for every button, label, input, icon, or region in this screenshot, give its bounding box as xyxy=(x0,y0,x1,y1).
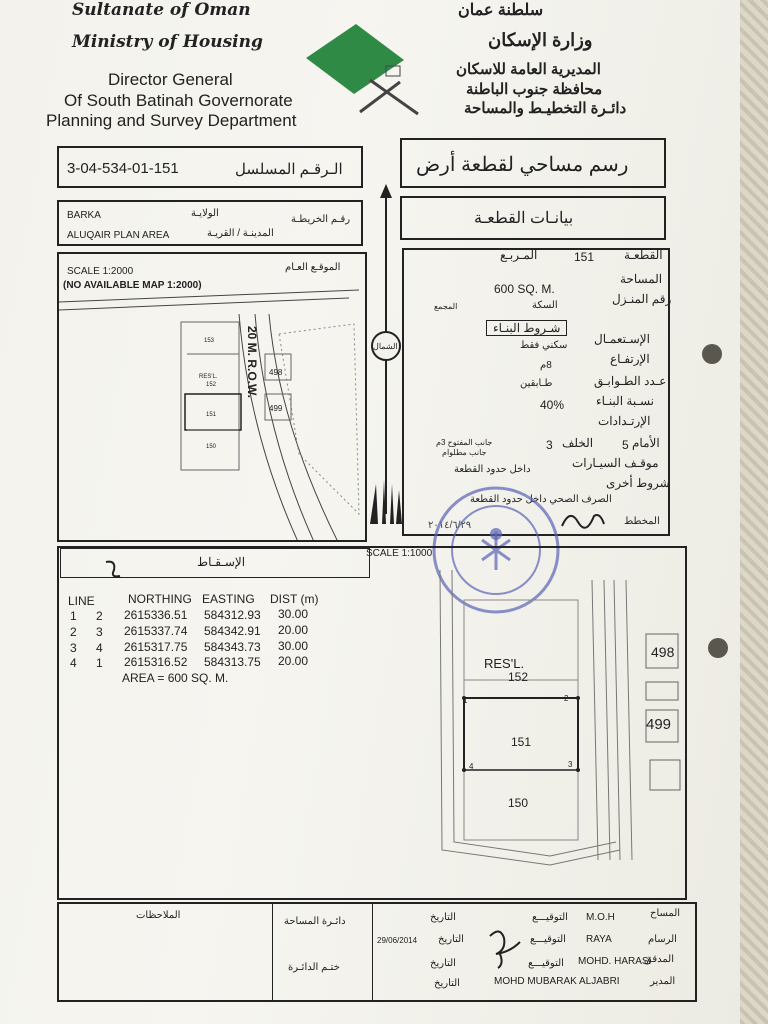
draftsman-sign: التوقيـــع xyxy=(530,934,566,945)
draftsman-role: الرسام xyxy=(648,934,677,945)
complex-label: المجمع xyxy=(434,302,458,311)
arabic-sultanate-calligraphy: سلطنة عمان xyxy=(458,2,544,19)
city-value: ALUQAIR PLAN AREA xyxy=(67,230,170,241)
director-date-label: التاريخ xyxy=(434,978,460,989)
site-plot-498: 498 xyxy=(269,368,283,377)
map-number-label: رقـم الخريطـة xyxy=(291,214,351,225)
plot-label: القطعـة xyxy=(624,248,663,262)
survey-dept-label: دائـرة المساحة xyxy=(284,916,346,927)
checker-role: المدقق xyxy=(644,954,674,965)
front-label: الأمام xyxy=(632,436,660,450)
row3-northing: 2615317.75 xyxy=(124,640,188,654)
floors-value: طـابقين xyxy=(520,378,553,389)
row-label: 20 M. R.O.W. xyxy=(245,326,259,399)
arabic-governorate: محافظة جنوب الباطنة xyxy=(466,81,603,98)
detailed-site-plan xyxy=(420,560,684,894)
row1-easting: 584312.93 xyxy=(204,608,261,622)
director-role: المدير xyxy=(650,976,676,987)
general-site-sketch xyxy=(59,254,367,542)
parking-label: موقـف السيـارات xyxy=(572,456,659,470)
row2-easting: 584342.91 xyxy=(204,624,261,638)
corner-4: 4 xyxy=(469,762,474,771)
dept-seal-label: ختـم الدائـرة xyxy=(288,962,340,973)
block-label: المـربـع xyxy=(500,248,538,262)
row3-dist: 30.00 xyxy=(278,639,309,653)
corner-2: 2 xyxy=(564,694,569,703)
plot-499-label: 499 xyxy=(646,716,672,733)
ratio-value: 40% xyxy=(540,398,565,412)
general-site-label: الموقـع العـام xyxy=(285,262,341,273)
no-map-note: (NO AVAILABLE MAP 1:2000) xyxy=(63,280,202,291)
row1-northing: 2615336.51 xyxy=(124,608,188,622)
area-label: المساحة xyxy=(620,272,663,286)
serial-number-label: الـرقـم المسلسل xyxy=(235,161,343,178)
general-site-box xyxy=(57,252,367,542)
parking-value: داخل حدود القطعة xyxy=(454,464,531,475)
col-easting: EASTING xyxy=(202,592,255,606)
notes-label: الملاحظات xyxy=(136,910,181,921)
row4-northing: 2615316.52 xyxy=(124,655,188,669)
row1-from: 1 xyxy=(70,609,77,623)
building-conditions-label: شـروط البنـاء xyxy=(486,320,567,336)
ratio-label: نسـبة البنـاء xyxy=(596,394,654,408)
use-value: سكني فقط xyxy=(520,340,568,351)
col-line: LINE xyxy=(68,594,95,608)
arabic-ministry: وزارة الإسكان xyxy=(488,30,593,50)
projection-initial xyxy=(104,558,126,580)
location-box xyxy=(57,200,363,246)
row4-dist: 20.00 xyxy=(278,654,309,668)
row2-northing: 2615337.74 xyxy=(124,624,188,638)
sultanate-title: Sultanate of Oman xyxy=(72,0,251,20)
background-fabric xyxy=(740,0,768,1024)
ministry-logo xyxy=(300,22,430,122)
row3-easting: 584343.73 xyxy=(204,640,261,654)
plot-150-label: 150 xyxy=(508,796,529,810)
checker-name: MOHD. HARASI xyxy=(578,956,652,967)
city-label: المدينـة / القريـة xyxy=(207,228,274,239)
row1-to: 2 xyxy=(96,609,103,623)
row1-dist: 30.00 xyxy=(278,607,309,621)
site-plot-150: 150 xyxy=(206,444,217,450)
row2-dist: 20.00 xyxy=(278,623,309,637)
checker-sign: التوقيـــع xyxy=(528,958,564,969)
footer-divider-2 xyxy=(372,904,373,1000)
surveyor-name: M.O.H xyxy=(586,912,615,923)
ministry-title: Ministry of Housing xyxy=(72,32,263,52)
plot-value: 151 xyxy=(574,250,595,264)
document-title-box xyxy=(400,138,666,188)
governorate-line: Of South Batinah Governorate xyxy=(64,91,293,110)
col-dist: DIST (m) xyxy=(270,592,319,606)
north-arrow-icon xyxy=(366,184,406,534)
plot-data-title-box xyxy=(400,196,666,240)
front-value: 5 xyxy=(622,438,629,452)
date-stamp-handwritten: ٢٠١٤/٦/٢٩ xyxy=(428,520,472,531)
floors-label: عـدد الطـوابـق xyxy=(594,374,667,388)
site-plot-152: 152 xyxy=(206,382,217,388)
surveyor-role: المساح xyxy=(650,908,681,919)
setbacks-label: الإرتـدادات xyxy=(598,414,651,428)
arabic-directorate: المديرية العامة للاسكان xyxy=(456,61,601,78)
projection-scale: SCALE 1:1000 xyxy=(366,548,433,559)
corner-1: 1 xyxy=(463,696,468,705)
col-northing: NORTHING xyxy=(128,592,192,606)
area-value: 600 SQ. M. xyxy=(494,282,555,296)
height-value: 8م xyxy=(540,360,552,371)
document-title: رسم مساحي لقطعة أرض xyxy=(416,154,629,176)
plot-151-label: 151 xyxy=(511,735,532,749)
use-label: الإسـتعمـال xyxy=(594,332,650,346)
site-plot-499: 499 xyxy=(269,404,283,413)
plot-res-label: RES'L. xyxy=(484,656,525,671)
punch-hole-bottom xyxy=(708,638,728,658)
side-open-setback: جانب المفتوح 3م xyxy=(436,438,493,447)
side-closed-setback: جانب مطلوام xyxy=(442,448,487,457)
house-label: رقم المنـزل xyxy=(612,292,672,306)
draftsman-date-label: التاريخ xyxy=(438,934,464,945)
draftsman-name: RAYA xyxy=(586,934,612,945)
corner-3: 3 xyxy=(568,760,573,769)
plot-data-title: بيانـات القطعـة xyxy=(474,210,574,227)
row3-from: 3 xyxy=(70,641,77,655)
draftsman-date: 29/06/2014 xyxy=(377,936,418,945)
row4-to: 1 xyxy=(96,656,103,670)
serial-number-box xyxy=(57,146,363,188)
row2-from: 2 xyxy=(70,625,77,639)
plot-498-label: 498 xyxy=(651,644,675,660)
row4-from: 4 xyxy=(70,656,77,670)
site-plot-151: 151 xyxy=(206,412,217,418)
director-general-line: Director General xyxy=(108,70,233,89)
surveyor-date-label: التاريخ xyxy=(430,912,456,923)
area-total: AREA = 600 SQ. M. xyxy=(122,671,229,685)
north-label: الشمال xyxy=(373,342,398,351)
row4-easting: 584313.75 xyxy=(204,655,261,669)
projection-label: الإسـقـاط xyxy=(197,555,246,569)
drainage-note: الصرف الصحي داخل حدود القطعة xyxy=(470,494,612,505)
arabic-department: دائـرة التخطيـط والمساحة xyxy=(464,100,627,117)
checker-date-label: التاريخ xyxy=(430,958,456,969)
surveyor-sign: التوقيـــع xyxy=(532,912,568,923)
site-plot-res: RES'L. xyxy=(199,374,218,380)
serial-number-value: 3-04-534-01-151 xyxy=(67,160,179,177)
street-label: السكة xyxy=(532,300,558,311)
footer-divider-1 xyxy=(272,904,273,1000)
director-name: MOHD MUBARAK ALJABRI xyxy=(494,976,620,987)
row3-to: 4 xyxy=(96,641,103,655)
height-label: الإرتفـاع xyxy=(610,352,650,366)
back-label: الخلف xyxy=(562,436,594,450)
department-line: Planning and Survey Department xyxy=(46,111,297,130)
wilayat-value: BARKA xyxy=(67,210,101,221)
planner-signature xyxy=(560,506,606,532)
row2-to: 3 xyxy=(96,625,103,639)
punch-hole-top xyxy=(702,344,722,364)
site-plot-153: 153 xyxy=(204,338,215,344)
other-conditions-label: شروط أخرى xyxy=(606,476,670,490)
back-value: 3 xyxy=(546,438,553,452)
draftsman-signature xyxy=(486,924,526,970)
planner-label: المخطط xyxy=(624,516,660,527)
site-scale: SCALE 1:2000 xyxy=(67,266,134,277)
wilayat-label: الولايـة xyxy=(191,208,219,219)
plot-152-label: 152 xyxy=(508,670,529,684)
